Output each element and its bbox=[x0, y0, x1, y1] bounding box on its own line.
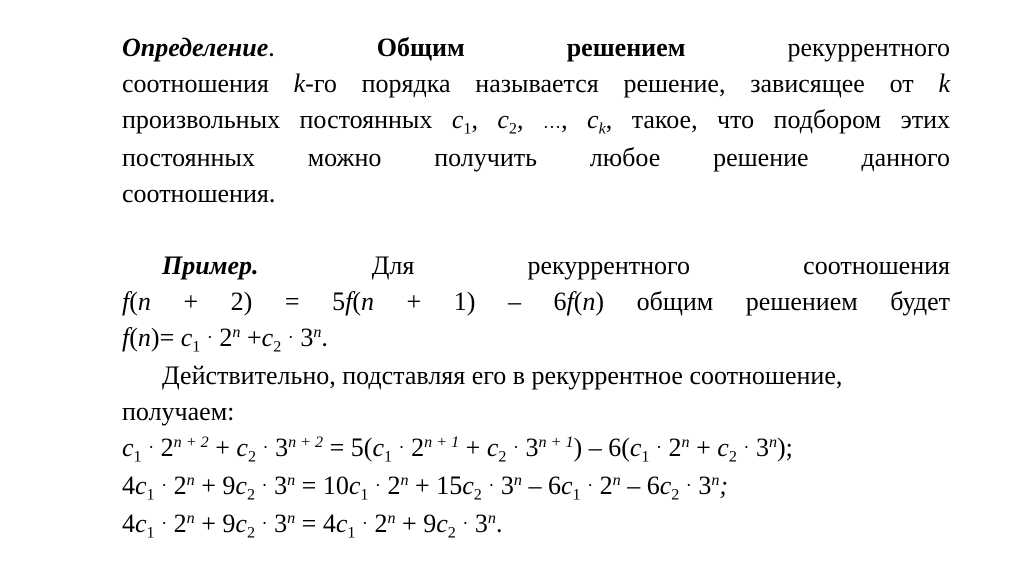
equation-3: $4c_1 \cdot 2^n + 9c_2 \cdot 3^n = 4c_1 \cdot 2^n + 9c_2 \cdot 3^n$. bbox=[122, 509, 503, 542]
general-solution-term: Общим решением bbox=[376, 33, 686, 62]
definition-line-3: произвольных постоянных $c_1$, $c_2$, …, $c_k$, такое, что подбором этих bbox=[122, 105, 950, 138]
example-line-3: $f(n)= c_1 \cdot 2^n +c_2 \cdot 3^n$. bbox=[122, 323, 328, 356]
definition-line-2: соотношения k-го порядка называется решение, зависящее от k bbox=[122, 69, 951, 98]
definition-line-5: соотношения. bbox=[122, 179, 276, 208]
equation-2: $4c_1 \cdot 2^n + 9c_2 \cdot 3^n = 10c_1 \cdot 2^n + 15c_2 \cdot 3^n - 6c_1 \cdot 2^n - 6c_2 \cdot 3^n$; bbox=[122, 471, 729, 504]
example-line-5: получаем: bbox=[122, 397, 235, 426]
example-term: Пример. bbox=[162, 251, 259, 280]
example-line-4: Действительно, подставляя его в рекуррентное соотношение, bbox=[162, 361, 843, 390]
equation-1: $c_1 \cdot 2^{n + 2} + c_2 \cdot 3^{n + 2} = 5(c_1 \cdot 2^{n + 1} + c_2 \cdot 3^{n + 1}) - 6(c_1 \cdot 2^n + c_2 \cdot 3^n)$; bbox=[122, 433, 793, 466]
definition-term: Определение bbox=[122, 33, 269, 62]
example-paragraph bbox=[122, 248, 950, 544]
example-line-1: Пример. Для рекуррентного соотношения bbox=[162, 251, 950, 280]
definition-line-4: постоянных можно получить любое решение данного bbox=[122, 143, 950, 172]
definition-paragraph bbox=[122, 30, 950, 212]
example-line-2: f(n + 2) = 5f(n + 1) – 6f(n) общим решением будет bbox=[122, 287, 950, 316]
definition-line-1: Определение. Общим решением рекуррентного bbox=[122, 33, 951, 62]
